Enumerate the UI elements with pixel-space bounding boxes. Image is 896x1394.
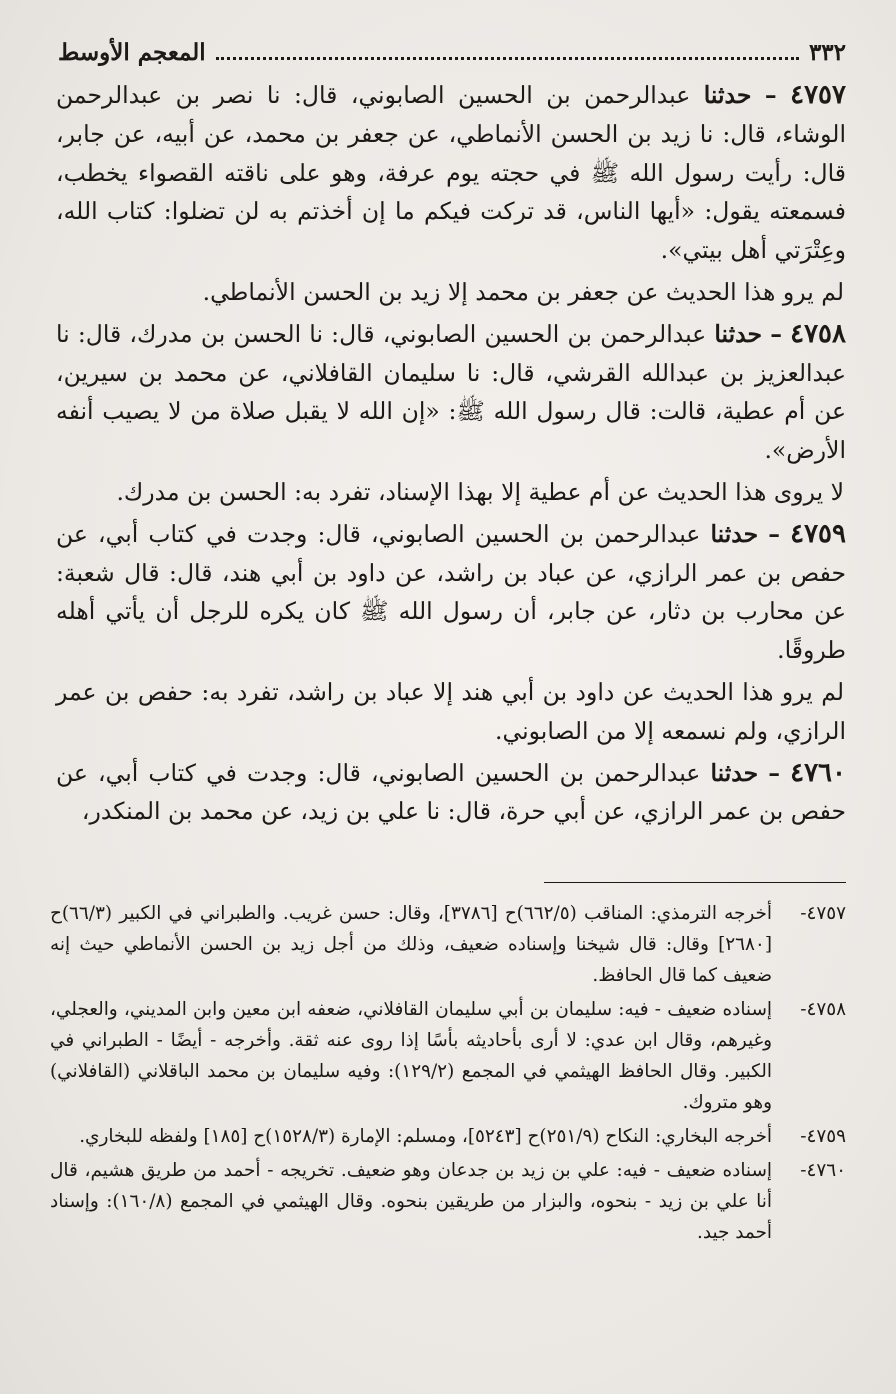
hadith-4759	[56, 515, 846, 670]
hadith-dash: –	[768, 758, 780, 787]
hadith-note: لم يرو هذا الحديث عن داود بن أبي هند إلا عباد بن راشد، تفرد به: حفص بن عمر الرازي، ولم نسمعه إلا من الصابوني.	[56, 677, 846, 745]
hadith-number: ٤٧٥٧	[790, 80, 846, 110]
hadith-number: ٤٧٥٩	[790, 518, 846, 549]
hadith-lead: حدثنا	[714, 319, 763, 348]
hadith-dash: –	[770, 319, 782, 348]
hadith-4758	[56, 315, 846, 470]
hadith-text: عبدالرحمن بن الحسين الصابوني، قال: وجدت في كتاب أبي، عن حفص بن عمر الرازي، عن أبي حرة، قال: نا علي بن زيد، عن محمد بن المنكدر،	[56, 758, 846, 826]
footnote	[50, 1155, 846, 1248]
hadith-number: ٤٧٥٨	[790, 318, 846, 349]
footnote	[50, 898, 846, 991]
hadith-text: عبدالرحمن بن الحسين الصابوني، قال: نا الحسن بن مدرك، قال: نا عبدالعزيز بن عبدالله القرشي، قال: نا سليمان القافلاني، عن محمد بن سيرين، عن أم عطية، قالت: قال رسول الله ﷺ: «إن الله لا يقبل صلاة من لا يصيب أنفه الأرض».	[56, 319, 846, 465]
hadith-note: لا يروى هذا الحديث عن أم عطية إلا بهذا الإسناد، تفرد به: الحسن بن مدرك.	[116, 477, 844, 506]
hadith-text: عبدالرحمن بن الحسين الصابوني، قال: وجدت في كتاب أبي، عن حفص بن عمر الرازي، عن عباد بن راشد، عن داود بن أبي هند، قال: قال شعبة: عن محارب بن دثار، عن جابر، أن رسول الله ﷺ كان يكره للرجل أن يأتي أهله طروقًا.	[56, 519, 846, 665]
dotted-leader	[216, 45, 799, 60]
footnote-text: إسناده ضعيف - فيه: علي بن زيد بن جدعان وهو ضعيف. تخريجه - أحمد من طريق هشيم، قال أنا علي بن زيد - بنحوه، والبزار من طريقين بنحوه. وقال الهيثمي في المجمع (١٦٠/٨): وإسناد أحمد جيد.	[50, 1160, 772, 1243]
footnote-text: إسناده ضعيف - فيه: سليمان بن أبي سليمان القافلاني، ضعفه ابن معين وابن المديني، والعجلي، وغيرهم، وقال ابن عدي: لا أرى بأحاديثه بأسًا إذا روى عنه ثقة. وأخرجه - أيضًا - الطبراني في الكبير. وقال الحافظ الهيثمي في المجمع (١٢٩/٢): وفيه سليمان بن محمد الباقلاني (القافلاني) وهو متروك.	[50, 999, 772, 1113]
footnote-number: ٤٧٥٧-	[800, 903, 846, 924]
hadith-lead: حدثنا	[710, 519, 759, 548]
footnote-number: ٤٧٥٩-	[800, 1126, 846, 1147]
footnote-separator	[544, 882, 846, 883]
footnote	[50, 1121, 846, 1152]
hadith-dash: –	[768, 519, 780, 548]
hadith-dash: –	[764, 81, 777, 109]
running-title: المعجم الأوسط	[58, 38, 206, 66]
hadith-lead: حدثنا	[710, 758, 759, 787]
page-header	[58, 34, 846, 70]
footnote-number: ٤٧٦٠-	[800, 1160, 846, 1181]
footnotes	[50, 898, 846, 1251]
footnote-text: أخرجه البخاري: النكاح (٢٥١/٩)ح [٥٢٤٣]، ومسلم: الإمارة (١٥٢٨/٣)ح [١٨٥] ولفظه للبخاري.	[79, 1126, 772, 1147]
hadith-lead: حدثنا	[703, 81, 752, 109]
hadith-text: عبدالرحمن بن الحسين الصابوني، قال: نا نصر بن عبدالرحمن الوشاء، قال: نا زيد بن الحسن الأنماطي، عن جعفر بن محمد، عن أبيه، عن جابر، قال: رأيت رسول الله ﷺ في حجته يوم عرفة، وهو على ناقته القصواء يخطب، فسمعته يقول: «أيها الناس، قد تركت فيكم ما إن أخذتم به لن تضلوا: كتاب الله، وعِتْرَتي أهل بيتي».	[56, 81, 846, 265]
hadith-4757	[56, 76, 846, 270]
main-text	[56, 76, 846, 834]
footnote	[50, 994, 846, 1118]
footnote-number: ٤٧٥٨-	[800, 999, 846, 1020]
footnote-text: أخرجه الترمذي: المناقب (٦٦٢/٥)ح [٣٧٨٦]، وقال: حسن غريب. والطبراني في الكبير (٦٦/٣)ح [٢٦٨٠] وقال: قال شيخنا وإسناده ضعيف، وذلك من أجل زيد بن الحسن الأنماطي حيث إنه ضعيف كما قال الحافظ.	[50, 903, 772, 986]
hadith-note: لم يرو هذا الحديث عن جعفر بن محمد إلا زيد بن الحسن الأنماطي.	[202, 277, 844, 306]
hadith-number: ٤٧٦٠	[790, 757, 846, 788]
page-number: ٣٣٢	[808, 38, 846, 66]
hadith-4760	[56, 754, 846, 832]
